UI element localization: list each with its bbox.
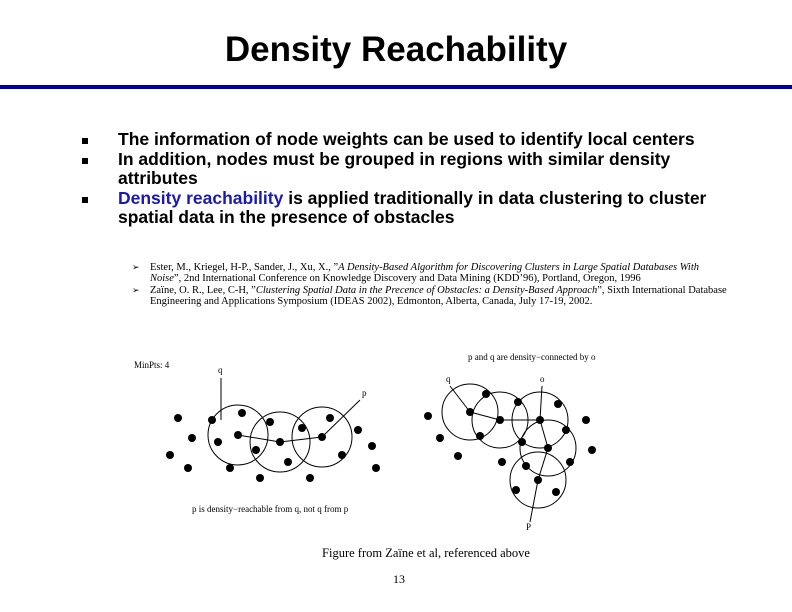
data-point (424, 412, 432, 420)
arrow-line (470, 412, 500, 420)
data-point (338, 451, 346, 459)
data-point (372, 464, 380, 472)
data-point (582, 416, 590, 424)
reference-title: Clustering Spatial Data in the Precence of Obstacles: a Density-Based Approach (255, 285, 598, 296)
bullet-text: In addition, nodes must be grouped in regions with similar density attributes (118, 148, 671, 188)
title-divider (0, 85, 792, 89)
bullet-item (80, 150, 740, 189)
data-point (354, 426, 362, 434)
data-point (562, 426, 570, 434)
reference-details: ”, 2nd International Conference on Knowledge Discovery and Data Mining (KDD’96), Portland, Oregon, 1996 (173, 273, 641, 284)
data-point (174, 414, 182, 422)
bullet-item (80, 130, 740, 150)
data-point (534, 476, 542, 484)
data-point (476, 432, 484, 440)
arrow-line (530, 480, 538, 522)
bullet-item (80, 189, 740, 228)
data-point (188, 434, 196, 442)
density-figure (130, 350, 650, 540)
data-point (512, 486, 520, 494)
data-point (326, 414, 334, 422)
bullet-text: The information of node weights can be used to identify local centers (118, 129, 695, 149)
arrow-bullet-icon: ➢ (132, 285, 140, 295)
data-point (522, 462, 530, 470)
data-point (166, 451, 174, 459)
reference-authors: Ester, M., Kriegel, H-P., Sander, J., Xu, X., ” (150, 262, 339, 273)
data-point (318, 433, 326, 441)
data-point (184, 464, 192, 472)
data-point (498, 458, 506, 466)
page-number: 13 (393, 572, 405, 586)
data-point (238, 409, 246, 417)
data-point (536, 416, 544, 424)
data-point (266, 418, 274, 426)
data-point (252, 446, 260, 454)
point-q-label: q (218, 365, 223, 375)
figure-caption: Figure from Zaïne et al, referenced above (322, 546, 530, 560)
data-point (298, 424, 306, 432)
data-point (306, 474, 314, 482)
data-point (234, 431, 242, 439)
reference-authors: Zaïne, O. R., Lee, C-H, ” (150, 285, 256, 296)
data-point (496, 416, 504, 424)
slide-title: Density Reachability (224, 30, 568, 69)
reference-list (132, 262, 727, 308)
arrow-line (280, 437, 322, 442)
data-point (436, 434, 444, 442)
bullet-list (80, 130, 740, 228)
reference-title: A Density-Based Algorithm for Discovering Clusters in Large Spatial Databases With Noise (150, 262, 700, 284)
right-arrows (450, 386, 548, 522)
data-point (566, 458, 574, 466)
data-point (226, 464, 234, 472)
data-point (482, 390, 490, 398)
bullet-highlight: Density reachability (118, 187, 284, 208)
data-point (276, 438, 284, 446)
reference-item (132, 262, 727, 284)
right-label: p and q are density−connected by o (468, 352, 596, 362)
data-point (454, 452, 462, 460)
minpts-label: MinPts: 4 (134, 360, 170, 370)
arrow-line (540, 386, 542, 420)
bullet-square-icon (82, 138, 88, 144)
reference-item (132, 285, 727, 307)
point-p-label: p (362, 388, 367, 398)
data-point (208, 416, 216, 424)
data-point (368, 442, 376, 450)
data-point (214, 438, 222, 446)
arrow-line (540, 420, 548, 448)
data-point (588, 446, 596, 454)
bullet-text: is applied traditionally in data clustering to cluster spatial data in the presence of obstacles (118, 187, 707, 227)
left-caption: p is density−reachable from q, not q from p (192, 504, 349, 514)
data-point (514, 398, 522, 406)
data-point (256, 474, 264, 482)
point-q-label: q (446, 374, 451, 384)
data-point (466, 408, 474, 416)
data-point (554, 400, 562, 408)
arrow-bullet-icon: ➢ (132, 262, 140, 272)
data-point (284, 458, 292, 466)
data-point (544, 444, 552, 452)
point-capital-p-label: P (526, 522, 532, 532)
point-o-label: o (540, 374, 545, 384)
arrow-line (238, 435, 280, 442)
bullet-square-icon (82, 158, 88, 164)
data-point (518, 438, 526, 446)
data-point (552, 488, 560, 496)
reference-details: ”, Sixth International Database Engineering and Applications Symposium (IDEAS 2002), Edmonton, Alberta, Canada, July 17-19, 2002. (150, 285, 727, 307)
arrow-line (450, 386, 470, 412)
bullet-square-icon (82, 197, 88, 203)
